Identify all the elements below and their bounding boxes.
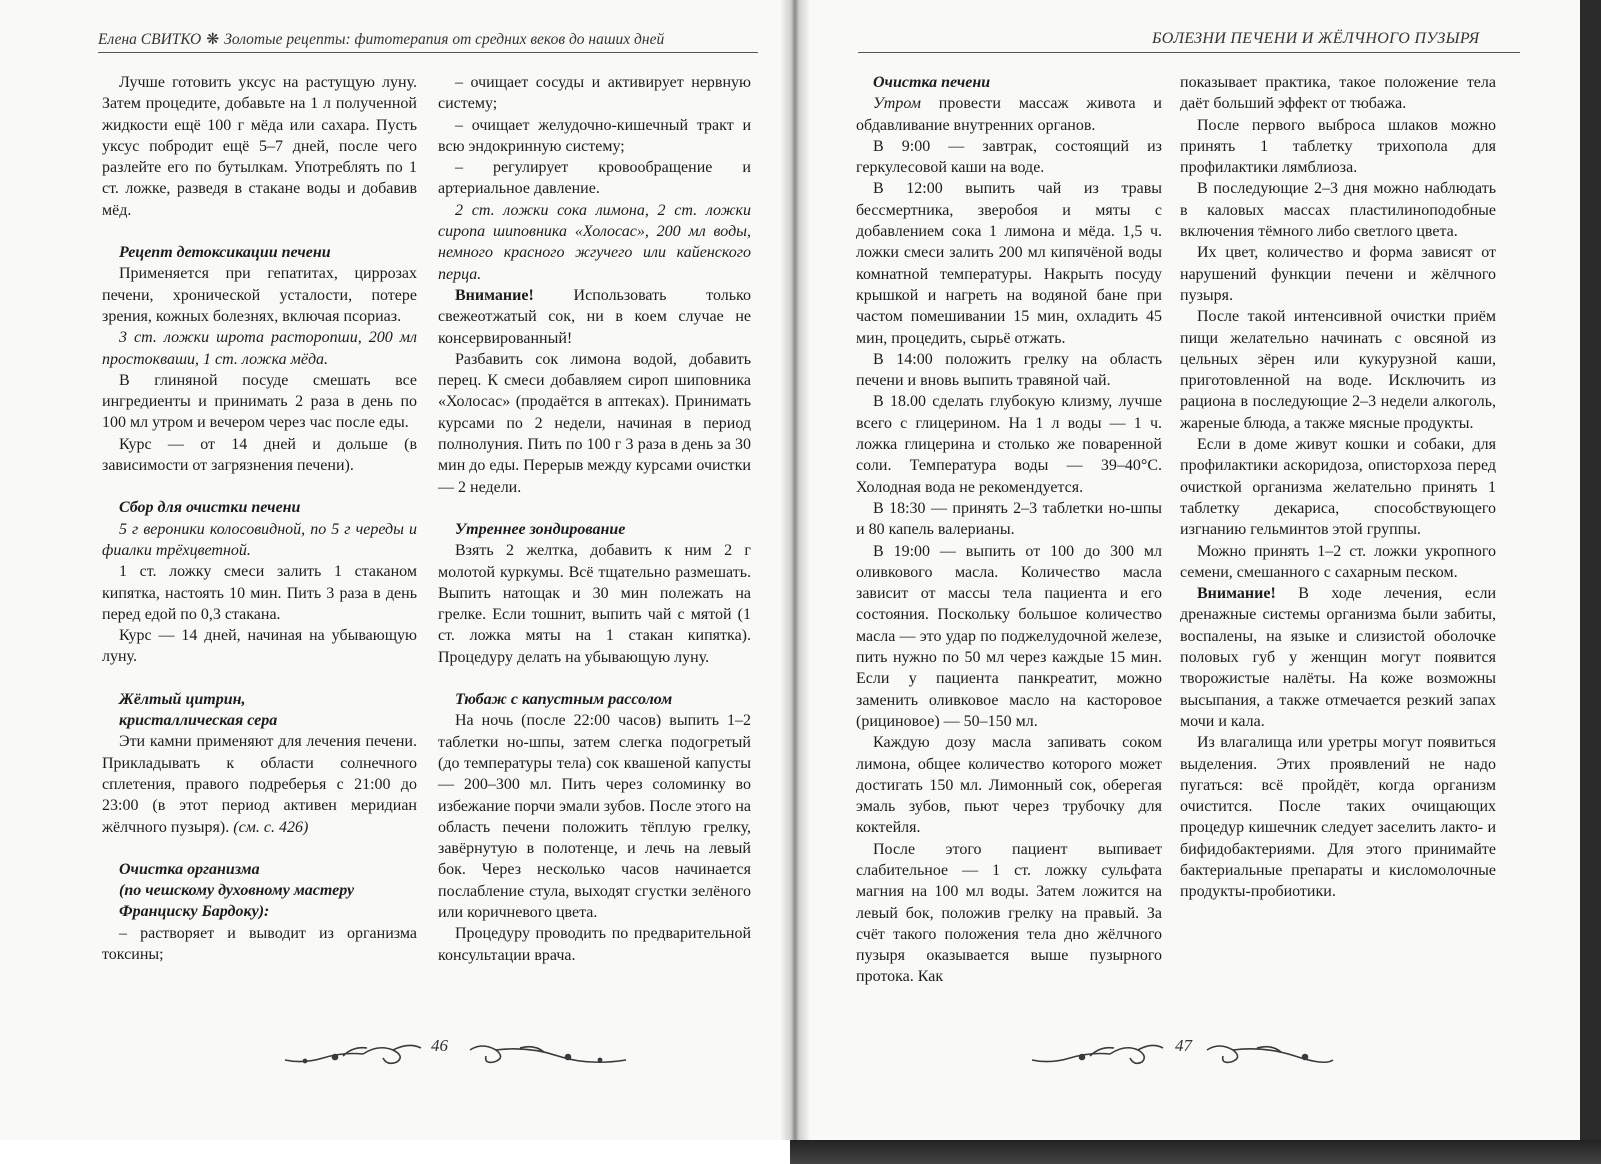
paragraph: После первого выброса шлаков можно принять 1 таблетку трихопола для профилактики лямблиоза. — [1180, 116, 1496, 177]
left-column-1 — [102, 72, 417, 965]
section-heading: Рецепт детоксикации печени — [119, 244, 331, 262]
paragraph: В 18.00 сделать глубокую клизму, лучше всего с глицерином. На 1 л воды — 1 ч. ложка глицерина и столько же поваренной соли. Температура воды — 39–40°С. Холодная вода не рекомендуется. — [856, 393, 1162, 496]
paragraph: – растворяет и выводит из организма токсины; — [102, 924, 417, 963]
page-reference: (см. с. 426) — [233, 818, 309, 836]
paragraph: После такой интенсивной очистки приём пищи желательно начинать с овсяной из цельных зёрен или кукурузной каши, приготовленной на воде. Исключить из рациона в последующие 2–3 недели алкоголь, жареные блюда, а также мясные продукты. — [1180, 308, 1496, 432]
paragraph: 1 ст. ложку смеси залить 1 стаканом кипятка, настоять 10 мин. Пить 3 раза в день перед едой по 0,3 стакана. — [102, 563, 417, 623]
ingredients: 5 г вероники колосовидной, по 5 г череды и фиалки трёхцветной. — [102, 520, 417, 559]
ingredients: 2 ст. ложки сока лимона, 2 ст. ложки сиропа шиповника «Холосас», 200 мл воды, немного красного жгучего или кайенского перца. — [438, 201, 751, 283]
right-column-2 — [1180, 72, 1496, 903]
paragraph: В 14:00 положить грелку на область печени и вновь выпить травяной чай. — [856, 350, 1162, 390]
header-author: Елена СВИТКО — [98, 31, 202, 48]
section-heading: Франциску Бардоку): — [119, 903, 270, 921]
paragraph: Если в доме живут кошки и собаки, для профилактики аскоридоза, описторхоза перед очисткой организма желательно принять 1 таблетку декариса, способствующего изгнанию гельминтов этой группы. — [1180, 436, 1496, 539]
section-heading: (по чешскому духовному мастеру — [119, 882, 355, 900]
paragraph: Курс — от 14 дней и дольше (в зависимости от загрязнения печени). — [102, 435, 417, 475]
section-heading: Сбор для очистки печени — [119, 499, 301, 517]
paragraph: В глиняной посуде смешать все ингредиенты и принимать 2 раза в день по 100 мл утром и вечером через час после еды. — [102, 371, 417, 432]
paragraph: В 9:00 — завтрак, состоящий из геркулесовой каши на воде. — [856, 137, 1162, 177]
paragraph: В 18:30 — принять 2–3 таблетки но-шпы и 80 капель валерианы. — [856, 499, 1162, 539]
flourish-ornament-icon — [468, 1042, 628, 1068]
paragraph: В 19:00 — выпить от 100 до 300 мл оливкового масла. Количество масла зависит от массы тела пациента и его состояния. Поскольку большое количество масла — это удар по поджелудочной железе, пить нужно по 50 мл через каждые 15 мин. Если у пациента панкреатит, можно заменить оливковое масло на касторовое (рициновое) — 50–150 мл. — [856, 542, 1162, 730]
section-heading: Тюбаж с капустным рассолом — [455, 691, 673, 709]
section-heading: Очистка организма — [119, 860, 260, 878]
paragraph: Их цвет, количество и форма зависят от нарушений функции печени и жёлчного пузыря. — [1180, 244, 1496, 304]
section-heading: кристаллическая сера — [119, 712, 278, 730]
right-page-footer — [1030, 1036, 1340, 1072]
paragraph: В 12:00 выпить чай из травы бессмертника, зверобоя и мяты с добавлением сока 1 лимона и мёда. 1,5 ч. ложки смеси залить 200 мл кипячёной воды комнатной температуры. Накрыть посуду крышкой и нагреть на водяной бане при частом помешивании 15 мин, охладить 45 мин, процедить, сырьё отжать. — [856, 180, 1162, 347]
section-heading: Жёлтый цитрин, — [119, 690, 246, 708]
scan-bottom-edge — [0, 1140, 1601, 1164]
paragraph: В последующие 2–3 дня можно наблюдать в каловых массах пластилиноподобные включения тёмного либо светлого цвета. — [1180, 180, 1496, 241]
paragraph: Курс — 14 дней, начиная на убывающую луну. — [102, 627, 417, 666]
left-column-2 — [438, 72, 751, 966]
flourish-ornament-icon — [1205, 1042, 1335, 1068]
paragraph: Процедуру проводить по предварительной консультации врача. — [438, 925, 751, 964]
left-page-footer — [283, 1036, 753, 1072]
scan-edge — [1580, 0, 1601, 1164]
left-header-rule — [98, 52, 758, 53]
paragraph: Эти камни применяют для лечения печени. Прикладывать к области солнечного сплетения, правого подреберья с 21:00 до 23:00 (в этот период активен меридиан жёлчного пузыря). (см. с. 426) — [102, 733, 417, 836]
header-book-title: Золотые рецепты: фитотерапия от средних веков до наших дней — [224, 31, 665, 48]
ingredients: 3 ст. ложки шрота расторопши, 200 мл простокваши, 1 ст. ложка мёда. — [102, 329, 417, 368]
paragraph: показывает практика, такое положение тела даёт больший эффект от тюбажа. — [1180, 74, 1496, 113]
paragraph: На ночь (после 22:00 часов) выпить 1–2 таблетки но-шпы, затем слегка подогретый (до температуры тела) сок квашеной капусты — 200–300 мл. Пить через соломинку во избежание порчи эмали зубов. После этого на область печени положить тёплую грелку, завёрнутую в полотенце, и лечь на левый бок. Через несколько часов начинается послабление стула, выходят сгустки зелёного или коричневого цвета. — [438, 712, 751, 921]
page-number: 47 — [1175, 1036, 1192, 1055]
paragraph: Можно принять 1–2 ст. ложки укропного семени, смешанного с сахарным песком. — [1180, 542, 1496, 581]
paragraph: Взять 2 желтка, добавить к ним 2 г молотой куркумы. Всё тщательно размешать. Выпить натощак и 30 мин полежать на грелке. Если тошнит, выпить чай с мятой (1 ст. ложка мяты на 1 стакан кипятка). Процедуру делать на убывающую луну. — [438, 542, 751, 666]
paragraph: – очищает желудочно-кишечный тракт и всю эндокринную систему; — [438, 116, 751, 155]
paragraph: – очищает сосуды и активирует нервную систему; — [438, 74, 751, 113]
paragraph: Лучше готовить уксус на растущую луну. Затем процедите, добавьте на 1 л полученной жидкости ещё 100 г мёда или сахара. Пусть уксус побродит ещё 5–7 дней, после чего разлейте его по бутылкам. Употреблять по 1 ст. ложке, разведя в стакане воды и добавив мёд. — [102, 74, 417, 219]
paragraph: Из влагалища или уретры могут появиться выделения. Этих проявлений не надо пугаться: всё пройдёт, когда организм очистится. После таких очищающих процедур кишечник следует заселить лакто- и бифидобактериями. Для этого принимайте бактериальные препараты и кисломолочные продукты-пробиотики. — [1180, 734, 1496, 901]
warning-label: Внимание! — [1197, 585, 1276, 603]
right-header-rule — [858, 52, 1520, 53]
flourish-ornament-icon — [1030, 1042, 1165, 1068]
flourish-ornament-icon — [283, 1042, 423, 1068]
section-heading: Очистка печени — [873, 74, 991, 91]
page-number: 46 — [431, 1036, 448, 1055]
paragraph: Внимание! Использовать только свежеотжатый сок, ни в коем случае не консервированный! — [438, 286, 751, 347]
right-running-header: БОЛЕЗНИ ПЕЧЕНИ И ЖЁЛЧНОГО ПУЗЫРЯ — [1152, 30, 1480, 47]
paragraph: Утром провести массаж живота и обдавливание внутренних органов. — [856, 95, 1162, 134]
header-separator: ❋ — [206, 31, 220, 48]
left-running-header — [98, 30, 664, 49]
paragraph: – регулирует кровообращение и артериальное давление. — [438, 159, 751, 198]
paragraph: Каждую дозу масла запивать соком лимона, общее количество которого может достигать 150 мл. Лимонный сок, оберегая эмаль зубов, пьют через трубочку для коктейля. — [856, 734, 1162, 837]
paragraph: После этого пациент выпивает слабительное — 1 ст. ложку сульфата магния на 100 мл воды. Затем ложится на левый бок, положив грелку на правый. За счёт такого положения тела дно жёлчного пузыря оказывается выше пузырного протока. Как — [856, 840, 1162, 986]
right-column-1 — [856, 72, 1162, 988]
paragraph: Внимание! В ходе лечения, если дренажные системы организма были забиты, воспалены, на языке и слизистой оболочке половых губ у женщин могут появится творожистые налёты. На коже возможны высыпания, а также отмечается резкий запах мочи и кала. — [1180, 585, 1496, 730]
warning-label: Внимание! — [455, 286, 534, 304]
paragraph: Применяется при гепатитах, циррозах печени, хронической усталости, потере зрения, кожных болезнях, включая псориаз. — [102, 265, 417, 325]
section-heading: Утреннее зондирование — [455, 520, 626, 538]
paragraph: Разбавить сок лимона водой, добавить перец. К смеси добавляем сироп шиповника «Холосас» (продаётся в аптеках). Принимать курсами по 2 недели, начиная в период полнолуния. Пить по 100 г 3 раза в день за 30 мин до еды. Перерыв между курсами очистки — 2 недели. — [438, 350, 751, 496]
book-gutter — [781, 0, 809, 1164]
